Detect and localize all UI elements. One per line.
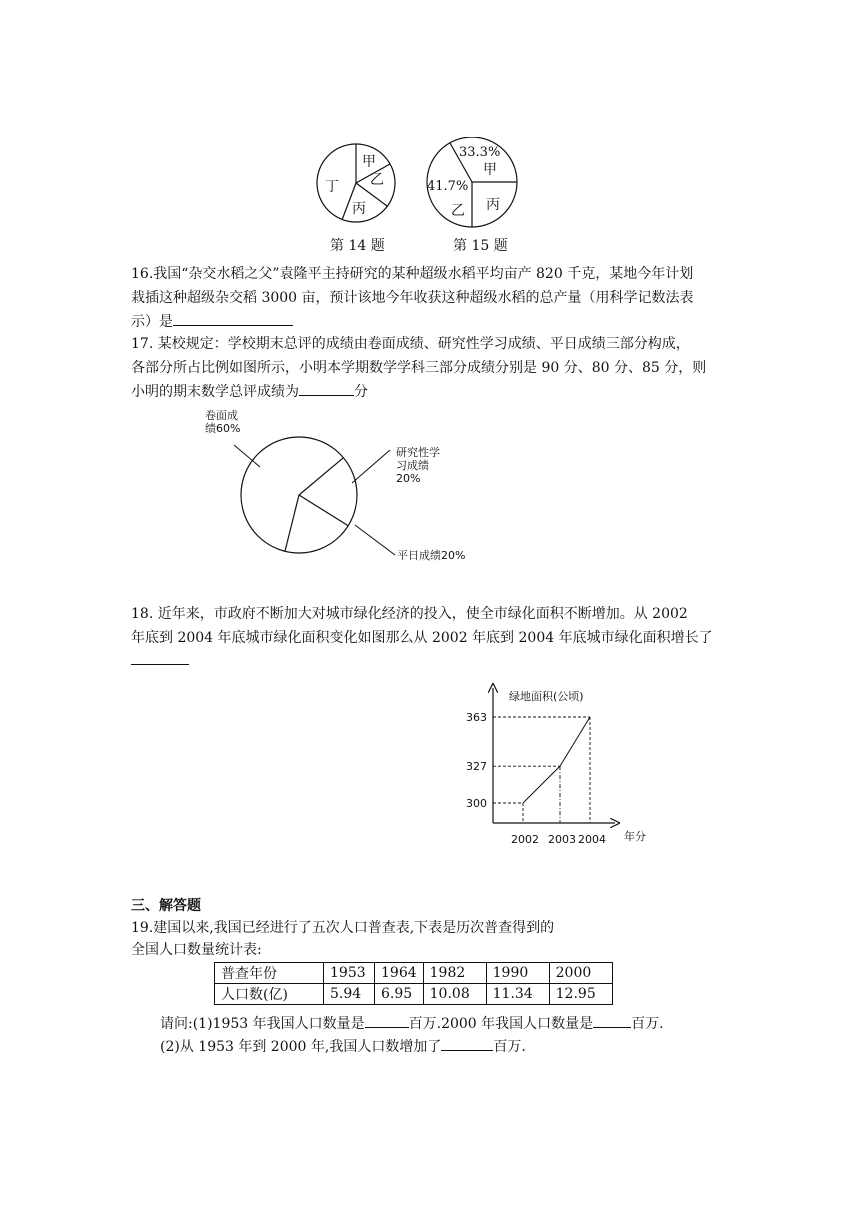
fig15-label-yi: 乙 [451, 203, 465, 219]
q17-line-2: 各部分所占比例如图所示，小明本学期数学学科三部分成绩分别是 90 分、80 分、85 分，则 [131, 360, 707, 376]
table-header-cell: 1953 [324, 963, 375, 984]
q18-xlabel: 年分 [624, 830, 646, 843]
q19-blank-increase[interactable] [441, 1035, 493, 1051]
q16-line-1: 16.我国“杂交水稻之父”袁隆平主持研究的某种超级水稻平均亩产 820 千克，某地今年计划 [131, 266, 694, 282]
q16-line-3 [131, 310, 293, 333]
fig14-label-ding: 丁 [325, 179, 339, 195]
q18-x-tick-label: 2003 [548, 833, 576, 846]
q18-x-tick-labels [511, 833, 606, 846]
q17-pie-divider-2 [299, 495, 348, 526]
table-header-cell: 2000 [549, 963, 612, 984]
q16-line-3-text: 示）是 [131, 314, 173, 330]
q17-leader-pingri [355, 525, 395, 555]
q18-answer-blank[interactable] [131, 664, 189, 665]
table-row [215, 963, 613, 984]
q19-subq-2 [160, 1035, 526, 1058]
q18-y-tick-label: 300 [466, 797, 487, 810]
q16-answer-blank[interactable] [173, 310, 293, 326]
table-header-cell: 1990 [486, 963, 549, 984]
q17-label-yanjiu-1: 研究性学 [396, 446, 440, 459]
q19-blank-1953[interactable] [365, 1012, 409, 1028]
fig14-label-yi: 乙 [370, 172, 384, 188]
fig15-label-jia: 甲 [483, 162, 497, 178]
q16-line-2: 栽插这种超级杂交稻 3000 亩，预计该地今年收获这种超级水稻的总产量（用科学记数法表 [131, 290, 694, 306]
table-cell: 5.94 [324, 984, 375, 1005]
q19-line-1: 19.建国以来,我国已经进行了五次人口普查表,下表是历次普查得到的 [131, 920, 555, 936]
q19-line-2: 全国人口数量统计表: [131, 942, 262, 958]
fig14-caption: 第 14 题 [330, 238, 385, 254]
q18-x-tick-label: 2002 [511, 833, 539, 846]
q18-ylabel: 绿地面积(公顷) [509, 690, 584, 703]
q17-pie-divider-3 [285, 495, 299, 551]
fig15-pct-yi: 41.7% [427, 179, 469, 194]
q19-subq-2-b: 百万. [493, 1039, 526, 1055]
q19-subq-1-c: 百万. [631, 1016, 664, 1032]
q18-line-2: 年底到 2004 年底城市绿化面积变化如图那么从 2002 年底到 2004 年底城市绿化面积增长了 [131, 630, 713, 646]
table-header-cell: 普查年份 [215, 963, 324, 984]
q18-line-1: 18. 近年来，市政府不断加大对城市绿化经济的投入，使全市绿化面积不断增加。从 2002 [131, 606, 688, 622]
table-header-cell: 1982 [423, 963, 486, 984]
figure-14-pie [310, 143, 405, 228]
fig14-label-bing: 丙 [352, 201, 366, 217]
q17-label-juanmian-2: 绩60% [205, 422, 241, 435]
q19-subq-2-a: (2)从 1953 年到 2000 年,我国人口数增加了 [160, 1039, 442, 1055]
q17-line-3 [131, 380, 368, 403]
q17-label-juanmian-1: 卷面成 [205, 409, 238, 422]
fig15-pct-jia: 33.3% [459, 145, 501, 160]
q19-subq-1 [160, 1012, 664, 1035]
q17-answer-blank[interactable] [299, 380, 354, 396]
q17-line-3-pre: 小明的期末数学总评成绩为 [131, 384, 299, 400]
table-cell: 11.34 [486, 984, 549, 1005]
q18-line-chart [460, 683, 660, 853]
q19-blank-2000[interactable] [593, 1012, 631, 1028]
q17-label-yanjiu-3: 20% [396, 472, 421, 485]
q18-x-tick-label: 2004 [578, 833, 606, 846]
table-row [215, 984, 613, 1005]
q17-label-yanjiu-2: 习成绩 [396, 459, 429, 472]
q17-line-1: 17. 某校规定：学校期末总评的成绩由卷面成绩、研究性学习成绩、平日成绩三部分构成， [131, 336, 690, 352]
q17-pie-chart [200, 405, 480, 570]
fig15-label-bing: 丙 [486, 197, 500, 213]
table-cell: 12.95 [549, 984, 612, 1005]
section-3-title: 三、解答题 [131, 898, 201, 914]
q19-subq-1-a: 请问:(1)1953 年我国人口数量是 [160, 1016, 365, 1032]
q18-guide-lines [493, 717, 590, 823]
q18-y-tick-label: 327 [466, 760, 487, 774]
q17-leader-yanjiu [352, 450, 390, 483]
fig15-caption: 第 15 题 [453, 238, 508, 254]
q17-pie-divider-1 [299, 458, 343, 495]
q19-subq-1-b: 百万.2000 年我国人口数量是 [408, 1016, 594, 1032]
q17-label-pingri: 平日成绩20% [397, 549, 466, 562]
q18-data-line [523, 717, 590, 803]
figure-15-pie [422, 137, 522, 231]
q17-line-3-post: 分 [354, 384, 368, 400]
fig14-label-jia: 甲 [362, 154, 376, 170]
q19-population-table [214, 962, 613, 1005]
q18-y-tick-label: 363 [466, 711, 487, 724]
table-header-cell: 1964 [375, 963, 424, 984]
table-cell: 10.08 [423, 984, 486, 1005]
q18-y-tick-labels [466, 711, 487, 810]
table-cell: 人口数(亿) [215, 984, 324, 1005]
table-cell: 6.95 [375, 984, 424, 1005]
